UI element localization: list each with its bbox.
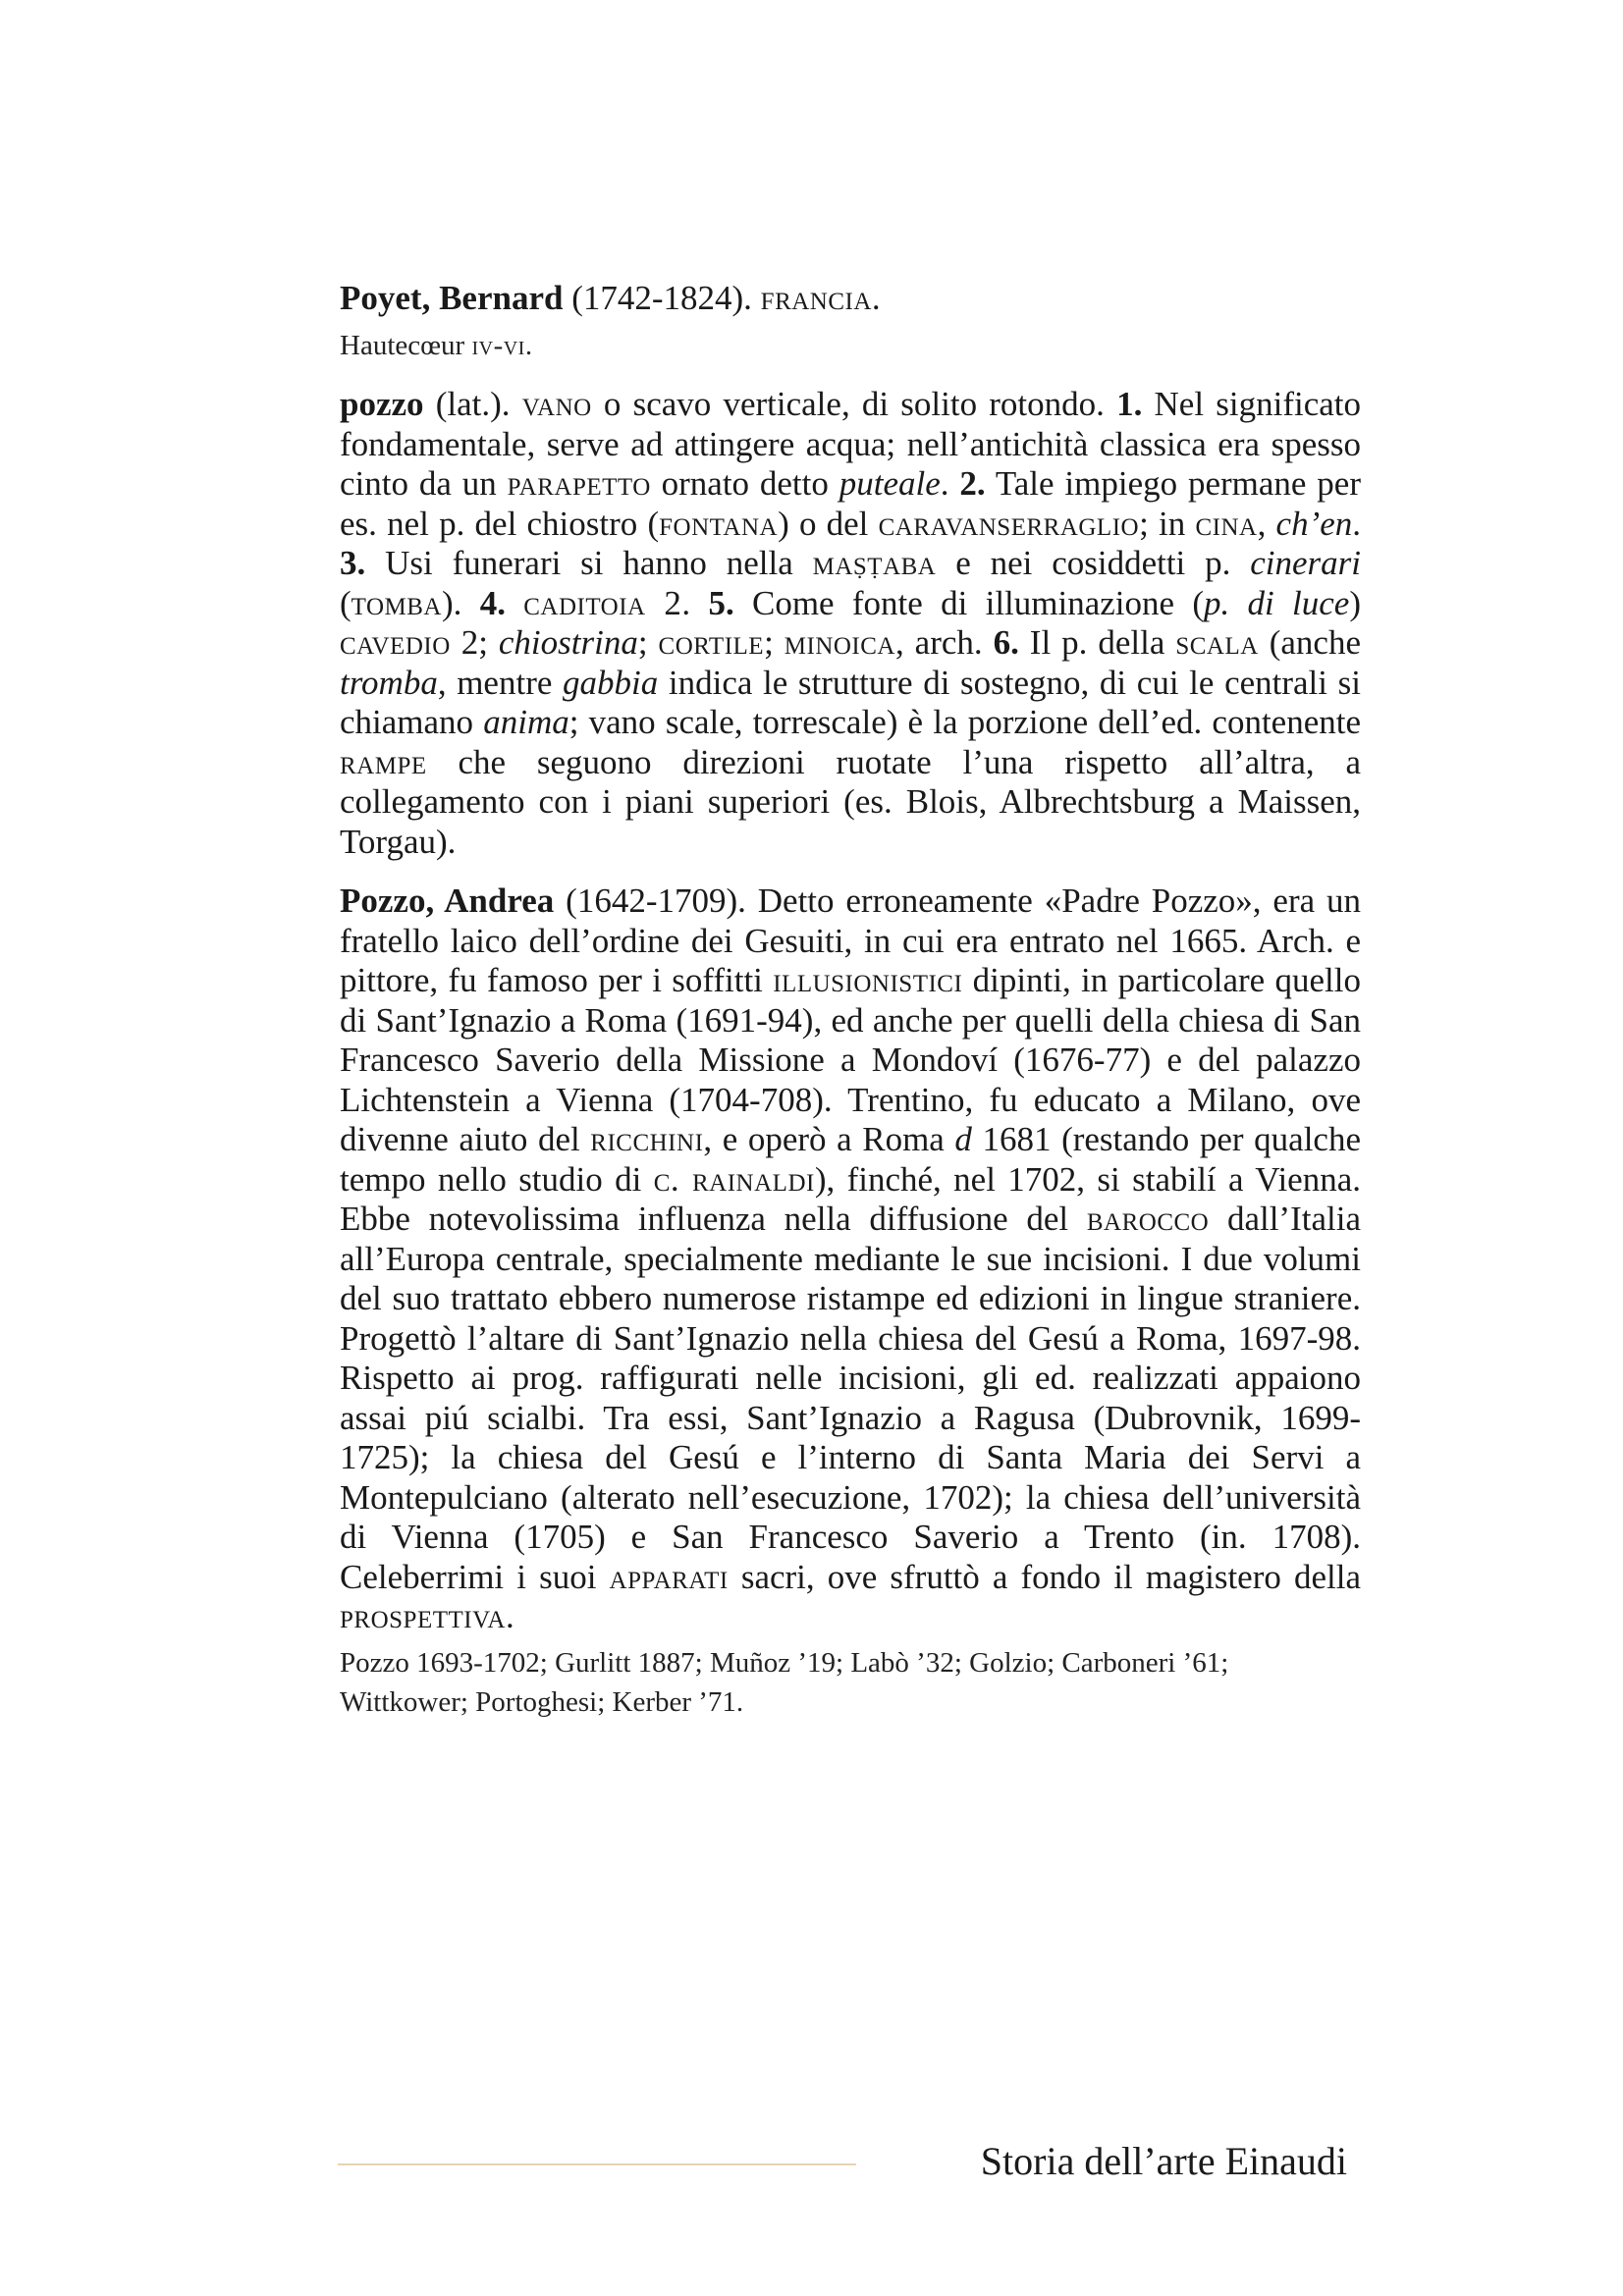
headword: Poyet, Bernard xyxy=(340,279,564,317)
cross-reference: barocco xyxy=(1086,1200,1210,1238)
cross-reference: illusionistici xyxy=(773,961,963,999)
cross-reference: scala xyxy=(1175,623,1259,662)
entry-body xyxy=(340,385,1361,862)
entry-poyet xyxy=(340,277,1361,365)
cross-reference: tomba xyxy=(351,583,442,622)
cross-reference: caditoia 2 xyxy=(523,583,682,622)
cross-reference: c. rainaldi xyxy=(653,1159,815,1199)
section-number: 4. xyxy=(479,583,506,622)
cross-reference: cortile xyxy=(658,623,765,662)
entry-text: (lat.). vano o scavo verticale, di solito rotondo. 1. Nel significato fondamentale, serve ad attingere acqua; nell’antichità classica era spesso cinto da un parapetto ornato detto puteale. 2. Tale impiego permane per es. nel p. del chiostro (fontana) o del caravanserraglio; in cina, ch’en. 3. Usi funerari si hanno nella maṣṭaba e nei cosiddetti p. cinerari (tomba). 4. caditoia 2. 5. Come fonte di illuminazione (p. di luce) cavedio 2; chiostrina; cortile; minoica, arch. 6. Il p. della scala (anche tromba, mentre gabbia indica le strutture di sostegno, di cui le centrali si chiamano anima; vano scale, torrescale) è la porzione dell’ed. contenente rampe che seguono direzioni ruotate l’una rispetto all’altra, a collegamento con i piani superiori (es. Blois, Albrechtsburg a Maissen, Torgau). xyxy=(340,385,1362,861)
section-number: 1. xyxy=(1116,385,1143,423)
cross-reference: rampe xyxy=(340,742,427,781)
italic-term: chiostrina xyxy=(498,623,638,662)
entry-heading xyxy=(340,277,1361,320)
cross-reference: vano xyxy=(521,385,592,423)
text-column xyxy=(340,277,1361,1722)
entry-body xyxy=(340,881,1361,1637)
cross-reference: prospettiva xyxy=(340,1597,506,1635)
italic-term: anima xyxy=(483,703,569,741)
bibliography: Hautecœur iv-vi. xyxy=(340,330,533,361)
cross-reference: fontana xyxy=(659,504,779,543)
italic-term: tromba xyxy=(340,663,438,702)
section-number: 6. xyxy=(993,623,1019,662)
entry-text: (1642-1709). Detto erroneamente «Padre Pozzo», era un fratello laico dell’ordine dei Gesuiti, in cui era entrato nel 1665. Arch. e pittore, fu famoso per i soffitti illusionistici dipinti, in particolare quello di Sant’Ignazio a Roma (1691-94), ed anche per quelli della chiesa di San Francesco Saverio della Missione a Mondoví (1676-77) e del palazzo Lichtenstein a Vienna (1704-708). Trentino, fu educato a Milano, ove divenne aiuto del ricchini, e operò a Roma d 1681 (restando per qualche tempo nello studio di c. rainaldi), finché, nel 1702, si stabilí a Vienna. Ebbe notevolissima influenza nella diffusione del barocco dall’Italia all’Europa centrale, specialmente mediante le sue incisioni. I due volumi del suo trattato ebbero numerose ristampe ed edizioni in lingue straniere. Progettò l’altare di Sant’Ignazio nella chiesa del Gesú a Roma, 1697-98. Rispetto ai prog. raffigurati nelle incisioni, gli ed. realizzati appaiono assai piú scialbi. Tra essi, Sant’Ignazio a Ragusa (Dubrovnik, 1699-1725); la chiesa del Gesú e l’interno di Santa Maria dei Servi a Montepulciano (alterato nell’esecuzione, 1702); la chiesa dell’università di Vienna (1705) e San Francesco Saverio a Trento (in. 1708). Celeberrimi i suoi apparati sacri, ove sfruttò a fondo il magistero della prospettiva. xyxy=(340,881,1362,1635)
cross-reference: maṣṭaba xyxy=(812,544,937,582)
cross-reference: minoica xyxy=(784,623,895,662)
italic-term: cinerari xyxy=(1250,544,1361,582)
section-number: 2. xyxy=(959,464,986,503)
headword: pozzo xyxy=(340,385,424,423)
cross-reference: cavedio xyxy=(340,623,451,662)
footer-rule xyxy=(338,2163,856,2165)
italic-term: puteale xyxy=(839,464,941,503)
footer-title: Storia dell’arte Einaudi xyxy=(980,2139,1347,2183)
italic-term: d xyxy=(954,1120,972,1158)
cross-reference: caravanserraglio xyxy=(878,504,1140,543)
headword: Pozzo, Andrea xyxy=(340,881,555,920)
entry-pozzo xyxy=(340,385,1361,862)
country: francia. xyxy=(760,279,882,317)
entry-pozzo-andrea xyxy=(340,881,1361,1722)
italic-term: ch’en xyxy=(1275,504,1353,543)
italic-term: p. di luce xyxy=(1204,583,1350,622)
dates: (1742-1824). xyxy=(571,279,752,317)
cross-reference: apparati xyxy=(609,1557,729,1596)
page-footer xyxy=(338,2138,1359,2187)
cross-reference: parapetto xyxy=(507,464,651,503)
section-number: 5. xyxy=(708,583,734,622)
section-number: 3. xyxy=(340,544,366,582)
bibliography: Pozzo 1693-1702; Gurlitt 1887; Muñoz ’19; Labò ’32; Golzio; Carboneri ’61; Wittkower; Portoghesi; Kerber ’71. xyxy=(340,1646,1229,1718)
italic-term: gabbia xyxy=(563,663,659,702)
cross-reference: cina xyxy=(1195,504,1258,543)
cross-reference: ricchini xyxy=(590,1120,704,1158)
